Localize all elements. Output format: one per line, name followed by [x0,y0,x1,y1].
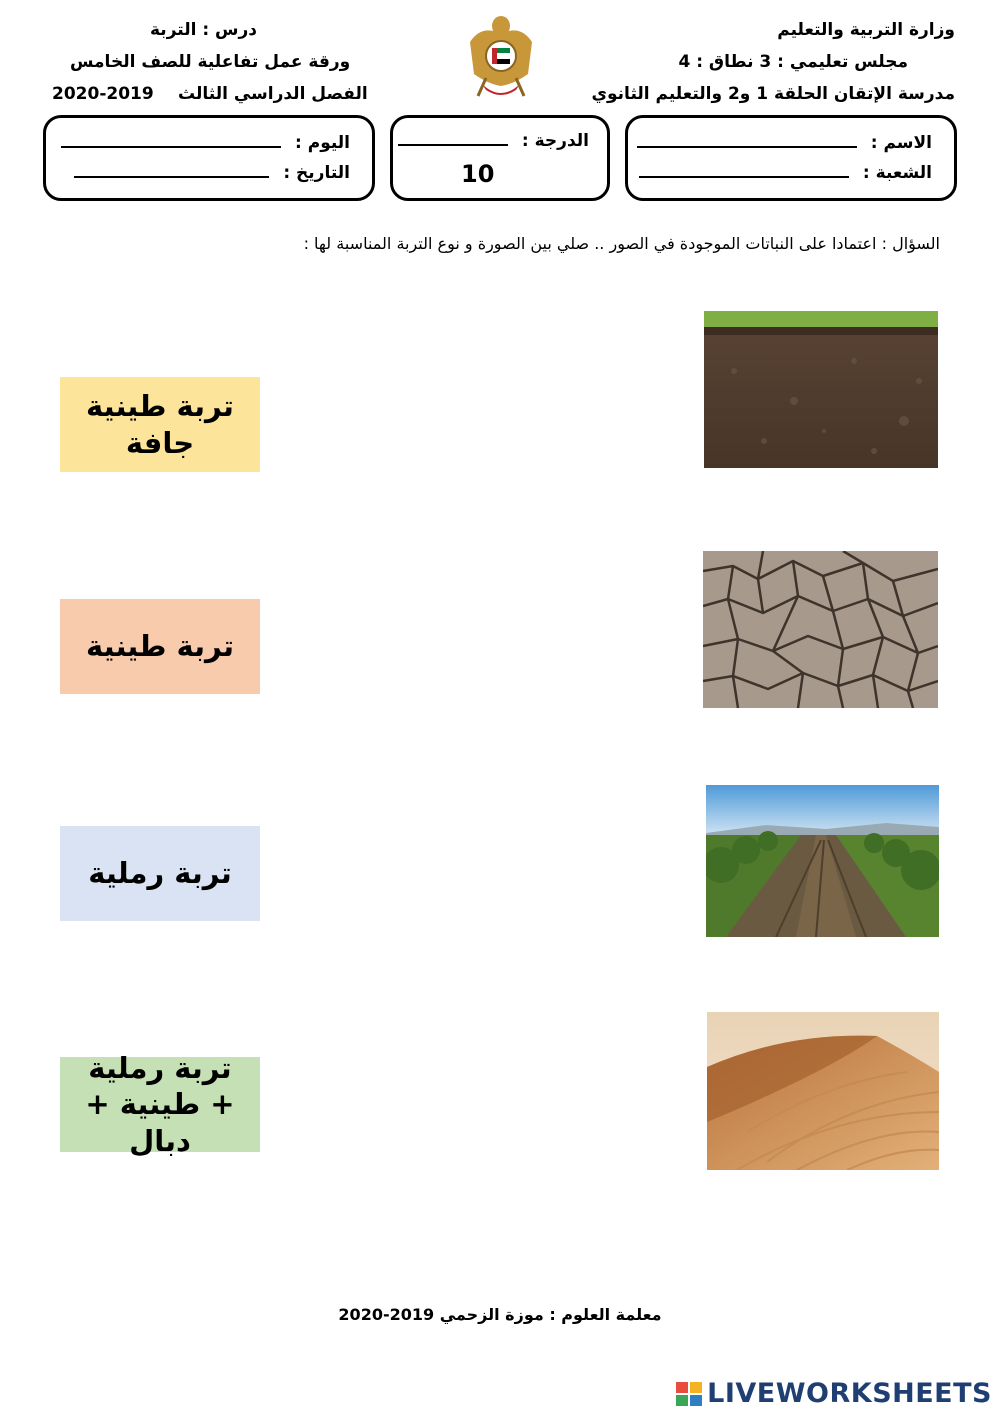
name-field[interactable] [637,132,857,148]
name-label: الاسم : [870,133,932,153]
ministry-name: وزارة التربية والتعليم [777,20,955,40]
student-info-box [625,115,957,201]
label-sandy-soil[interactable] [60,826,260,921]
label-clay-soil[interactable] [60,599,260,694]
loam-soil-profile-photo-icon[interactable] [704,311,938,468]
label-text: تربة رملية [88,856,232,891]
date-field[interactable] [74,162,269,178]
lesson-title: درس : التربة [150,20,258,40]
liveworksheets-brand[interactable] [675,1378,992,1409]
label-loam-soil[interactable] [60,1051,260,1158]
grade-label: الدرجة : [521,131,589,151]
liveworksheets-logo-icon [675,1381,703,1407]
sand-dune-photo-icon[interactable] [707,1012,939,1170]
semester-label: الفصل الدراسي الثالث [178,84,368,104]
section-field[interactable] [639,162,849,178]
brand-text: LIVEWORKSHEETS [707,1378,992,1409]
orchard-field-photo-icon[interactable] [706,785,939,937]
grade-total: 10 [461,160,495,188]
label-dry-clay-soil[interactable] [60,377,260,472]
label-text: تربة طينية [86,629,234,664]
question-text: السؤال : اعتمادا على النباتات الموجودة في الصور .. صلي بين الصورة و نوع التربة المناسبة لها : [303,234,940,253]
date-label: التاريخ : [283,163,350,183]
council-zone: مجلس تعليمي : 3 نطاق : 4 [678,52,908,72]
label-text: تربة طينية جافة [86,389,234,460]
label-text: تربة رملية + طينية + دبال [85,1051,235,1158]
day-field[interactable] [61,132,281,148]
school-name: مدرسة الإتقان الحلقة 1 و2 والتعليم الثانوي [591,84,955,104]
day-label: اليوم : [295,133,350,153]
worksheet-subtitle: ورقة عمل تفاعلية للصف الخامس [70,52,351,72]
grade-box [390,115,610,201]
uae-emblem-icon [462,12,540,100]
academic-year: 2020-2019 [52,84,154,104]
cracked-dry-clay-photo-icon[interactable] [703,551,938,708]
section-label: الشعبة : [862,163,932,183]
teacher-credit: معلمة العلوم : موزة الزحمي 2019-2020 [338,1305,662,1324]
date-box [43,115,375,201]
grade-field[interactable] [398,130,508,146]
